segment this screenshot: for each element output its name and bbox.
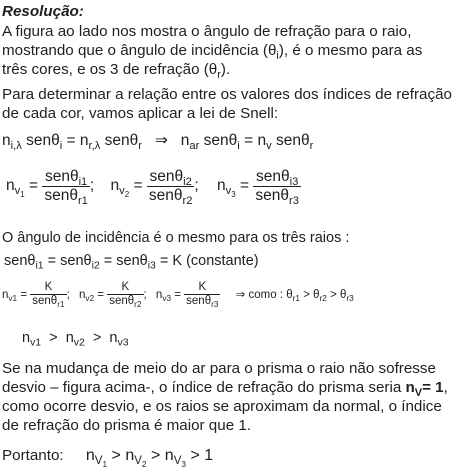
final-inequality — [85, 447, 214, 469]
sub-r1: r1 — [57, 300, 65, 310]
sub-i1: i1 — [35, 260, 44, 272]
symbol-theta: θ — [51, 132, 60, 149]
sub-v: V — [94, 455, 103, 468]
sub-r1: r1 — [77, 194, 88, 207]
greater-than: > — [330, 288, 337, 301]
sub-i2: i2 — [183, 175, 192, 188]
paragraph-3-line-3: como ocorre desvio, e os raios se aproximam da normal, o índice — [2, 398, 442, 415]
separator: ; — [194, 177, 199, 195]
k-fraction-1: $n_{v1}$ = $\frac{K}{sen\theta_{r1}}$ ; — [2, 281, 73, 310]
p1-text-c: três cores, e os 3 de refração (θ — [2, 61, 218, 78]
sub-r3: r3 — [211, 300, 219, 310]
p3-text: desvio – figura acima-, o índice de refração do prisma seria — [2, 379, 406, 396]
text-sen: sen — [116, 253, 140, 269]
ratio-2: $n_{v_2}$ = $\frac{sen\theta_{i2}}{sen\theta_{r2}}$ ; — [110, 168, 199, 207]
comma: , — [443, 379, 448, 396]
text-sen: sen — [4, 253, 28, 269]
paragraph-3-line-2 — [2, 378, 448, 397]
heading-resolucao: Resolução: — [2, 3, 84, 20]
sub-r2: r2 — [182, 194, 193, 207]
paragraph-3-line-1: Se na mudança de meio do ar para o prisma o raio não sofresse — [2, 360, 436, 377]
symbol-n: n — [65, 330, 74, 346]
sub-v: v — [266, 139, 272, 152]
text-sen: sen — [255, 186, 281, 204]
portanto-label: Portanto: — [2, 447, 64, 464]
k-fraction-3: $n_{v3}$ = $\frac{K}{sen\theta_{r3}}$ — [155, 281, 219, 310]
text-sen: sen — [109, 295, 128, 308]
greater-than: > — [190, 447, 200, 464]
sub-i1: i1 — [78, 175, 88, 188]
symbol-theta: θ — [300, 132, 310, 149]
sub-index: 1 — [20, 190, 25, 200]
number-one: 1 — [204, 447, 214, 464]
sub-r: r — [138, 139, 142, 152]
symbol-n: n — [217, 177, 226, 195]
sub-v: v — [14, 185, 21, 198]
p1-text-d: ). — [220, 61, 231, 78]
sub-index: 3 — [231, 190, 236, 200]
snell-law-equation — [2, 131, 313, 150]
sub-v2: v2 — [73, 337, 85, 349]
sub-r2: r2 — [134, 300, 142, 310]
constant-label: = K (constante) — [159, 253, 259, 269]
implies-arrow: ⇒ — [154, 132, 168, 149]
text-sen: sen — [44, 186, 70, 204]
sub-i-lambda: i,λ — [10, 139, 22, 152]
sub-index: 2 — [124, 190, 130, 200]
n-v-bold — [405, 379, 444, 399]
symbol-n: n — [125, 447, 135, 464]
text-sen: sen — [203, 132, 229, 149]
symbol-n: n — [6, 177, 15, 195]
sub-r3: r3 — [346, 293, 354, 303]
sub-r1: r1 — [292, 293, 300, 303]
sub-v1: v1 — [30, 337, 42, 349]
sub-index: 3 — [181, 458, 186, 469]
symbol-k: K — [107, 281, 143, 295]
fraction-k-2: $\frac{K}{sen\theta_{r2}}$ — [109, 281, 142, 310]
text-sen: sen — [26, 132, 52, 149]
subscript-r: r — [217, 68, 221, 81]
symbol-theta: θ — [228, 132, 238, 149]
k-fraction-2: $n_{v2}$ = $\frac{K}{sen\theta_{r2}}$ ; — [78, 281, 150, 310]
symbol-n: n — [85, 447, 95, 464]
sub-v: V — [134, 455, 142, 468]
sub-v1: v1 — [8, 293, 18, 303]
sub-index: 1 — [102, 458, 108, 469]
same-angle-statement: O ângulo de incidência é o mesmo para os três raios : — [2, 230, 350, 246]
symbol-n: n — [257, 132, 267, 149]
paragraph-3-line-4: de refração do prisma é maior que 1. — [2, 417, 252, 434]
symbol-n: n — [164, 447, 174, 464]
sub-i: i — [237, 139, 240, 152]
como-label: como : — [248, 288, 284, 301]
fraction-k-3: $\frac{K}{sen\theta_{r3}}$ — [186, 281, 219, 310]
equals-sign: = — [66, 132, 76, 149]
fraction-k-1: $\frac{K}{sen\theta_{r1}}$ — [32, 281, 65, 310]
sub-v3: v3 — [117, 337, 129, 349]
sub-r-lambda: r,λ — [88, 139, 101, 152]
sub-v: V — [173, 455, 182, 468]
como-comparison: ⇒ como : $\theta_{r1} > \theta_{r2} > \theta_{r3}$ — [235, 288, 354, 303]
sub-ar: ar — [189, 139, 200, 152]
greater-than: > — [303, 288, 310, 301]
sub-v: v — [119, 185, 125, 198]
symbol-n: n — [110, 177, 120, 195]
constant-equation: senθ$_{i1}$ = senθ$_{i2}$ = senθ$_{i3}$ = K (constante) — [4, 253, 259, 272]
text-sen: sen — [148, 186, 174, 204]
ratio-3: $n_{v_3}$ = $\frac{sen\theta_{i3}}{sen\theta_{r3}}$ — [217, 168, 299, 207]
fraction-ratio-2: $\frac{sen\theta_{i2}}{sen\theta_{r2}}$ — [148, 168, 193, 207]
refraction-ratios — [2, 168, 301, 205]
sub-i: i — [59, 139, 63, 152]
sub-index: 2 — [141, 458, 147, 469]
sub-i3: i3 — [147, 260, 156, 272]
k-fractions-line — [2, 281, 354, 308]
greater-than: > — [150, 447, 161, 464]
paragraph-1-line-3 — [2, 60, 230, 79]
equals-one: = 1 — [422, 379, 444, 396]
ratio-1: $n_{v_1}$ = $\frac{sen\theta_{i1}}{sen\theta_{r1}}$ ; — [6, 168, 95, 207]
symbol-n: n — [22, 330, 31, 346]
text-sen: sen — [32, 295, 51, 308]
paragraph-1-line-1: A figura ao lado nos mostra o ângulo de refração para o raio, — [2, 23, 412, 40]
symbol-n: n — [79, 132, 89, 149]
paragraph-2-line-1: Para determinar a relação entre os valores dos índices de refração — [2, 86, 452, 103]
conclusion-line — [2, 446, 214, 469]
sub-i3: i3 — [289, 175, 299, 188]
fraction-ratio-1: $\frac{sen\theta_{i1}}{sen\theta_{r1}}$ — [44, 168, 88, 207]
symbol-n: n — [405, 379, 415, 396]
sub-r: r — [309, 139, 314, 152]
paragraph-1-line-2 — [2, 41, 422, 60]
text-sen: sen — [60, 253, 84, 269]
greater-than: > — [49, 330, 58, 346]
p1-text-b: ), é o mesmo para as — [278, 42, 423, 59]
sub-v2: v2 — [85, 293, 95, 303]
symbol-k: K — [184, 281, 220, 295]
greater-than: > — [111, 447, 121, 464]
separator: ; — [89, 177, 95, 195]
symbol-n: n — [109, 330, 118, 346]
sub-v: v — [225, 185, 232, 198]
text-sen: sen — [186, 295, 205, 308]
p1-text-a: mostrando que o ângulo de incidência (θ — [2, 42, 277, 59]
fraction-ratio-3: $\frac{sen\theta_{i3}}{sen\theta_{r3}}$ — [255, 168, 299, 207]
text-sen: sen — [275, 132, 301, 149]
text-sen: sen — [44, 168, 70, 185]
sub-r2: r2 — [319, 293, 327, 303]
sub-i2: i2 — [91, 260, 100, 272]
symbol-k: K — [30, 281, 66, 295]
sub-v3: v3 — [162, 293, 172, 303]
sub-r3: r3 — [289, 194, 299, 207]
symbol-theta: θ — [129, 132, 139, 149]
symbol-n: n — [2, 132, 11, 149]
paragraph-2-line-2: de cada cor, vamos aplicar a lei de Snell: — [2, 105, 279, 122]
equals-sign: = — [244, 132, 254, 149]
text-sen: sen — [149, 168, 175, 185]
symbol-n: n — [180, 132, 190, 149]
sub-v: V — [414, 386, 423, 399]
text-sen: sen — [104, 132, 130, 149]
greater-than: > — [92, 330, 102, 346]
refraction-order — [22, 330, 129, 349]
subscript-i: i — [276, 49, 279, 62]
text-sen: sen — [255, 168, 281, 185]
